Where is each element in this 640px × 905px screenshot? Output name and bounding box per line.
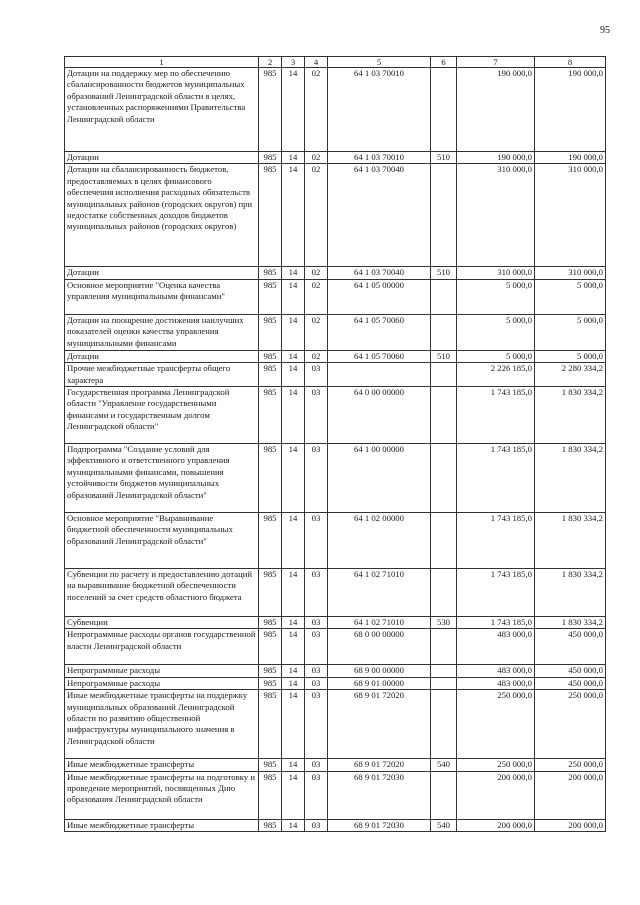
amount-year2: 5 000,0 — [535, 314, 606, 350]
target-article-code: 64 1 03 70040 — [328, 267, 431, 279]
row-name: Дотации на поддержку мер по обеспечению сбалансированности бюджетов муниципальных образований Ленинградской области в целях, установленных распоряжениями Правительства Ленинградской области — [65, 68, 259, 152]
expense-type-code: 510 — [431, 152, 457, 164]
expense-type-code — [431, 314, 457, 350]
ministry-code: 985 — [259, 152, 282, 164]
ministry-code: 985 — [259, 279, 282, 314]
table-body — [65, 68, 606, 832]
section-code: 14 — [282, 444, 305, 513]
section-code: 14 — [282, 164, 305, 267]
target-article-code: 68 9 01 72030 — [328, 771, 431, 819]
amount-year1: 250 000,0 — [457, 690, 535, 759]
expense-type-code — [431, 513, 457, 569]
amount-year2: 1 830 334,2 — [535, 569, 606, 617]
subsection-code: 03 — [305, 759, 328, 771]
ministry-code: 985 — [259, 513, 282, 569]
amount-year1: 190 000,0 — [457, 68, 535, 152]
amount-year2: 450 000,0 — [535, 665, 606, 677]
section-code: 14 — [282, 267, 305, 279]
section-code: 14 — [282, 363, 305, 387]
subsection-code: 02 — [305, 279, 328, 314]
section-code: 14 — [282, 152, 305, 164]
amount-year2: 5 000,0 — [535, 350, 606, 362]
table-row — [65, 759, 606, 771]
ministry-code: 985 — [259, 629, 282, 665]
amount-year1: 483 000,0 — [457, 629, 535, 665]
amount-year2: 1 830 334,2 — [535, 617, 606, 629]
amount-year1: 5 000,0 — [457, 314, 535, 350]
budget-table — [64, 56, 606, 832]
amount-year2: 310 000,0 — [535, 267, 606, 279]
ministry-code: 985 — [259, 617, 282, 629]
table-row — [65, 279, 606, 314]
section-code: 14 — [282, 569, 305, 617]
subsection-code: 02 — [305, 267, 328, 279]
amount-year2: 250 000,0 — [535, 690, 606, 759]
subsection-code: 03 — [305, 771, 328, 819]
amount-year2: 190 000,0 — [535, 68, 606, 152]
expense-type-code — [431, 387, 457, 444]
target-article-code: 68 9 01 72030 — [328, 819, 431, 831]
subsection-code: 03 — [305, 665, 328, 677]
table-row — [65, 314, 606, 350]
amount-year1: 200 000,0 — [457, 819, 535, 831]
subsection-code: 03 — [305, 444, 328, 513]
ministry-code: 985 — [259, 314, 282, 350]
subsection-code: 03 — [305, 629, 328, 665]
amount-year1: 250 000,0 — [457, 759, 535, 771]
section-code: 14 — [282, 68, 305, 152]
section-code: 14 — [282, 690, 305, 759]
amount-year1: 310 000,0 — [457, 164, 535, 267]
table-row — [65, 513, 606, 569]
section-code: 14 — [282, 350, 305, 362]
target-article-code: 64 1 05 00000 — [328, 279, 431, 314]
amount-year1: 200 000,0 — [457, 771, 535, 819]
subsection-code: 03 — [305, 677, 328, 689]
amount-year2: 310 000,0 — [535, 164, 606, 267]
target-article-code — [328, 363, 431, 387]
expense-type-code: 530 — [431, 617, 457, 629]
column-header: 5 — [328, 57, 431, 68]
target-article-code: 68 9 01 72020 — [328, 690, 431, 759]
ministry-code: 985 — [259, 771, 282, 819]
row-name: Иные межбюджетные трансферты — [65, 819, 259, 831]
amount-year2: 450 000,0 — [535, 677, 606, 689]
target-article-code: 64 1 05 70060 — [328, 314, 431, 350]
ministry-code: 985 — [259, 350, 282, 362]
expense-type-code — [431, 569, 457, 617]
column-header: 4 — [305, 57, 328, 68]
table-row — [65, 152, 606, 164]
row-name: Основное мероприятие "Оценка качества управления муниципальными финансами" — [65, 279, 259, 314]
section-code: 14 — [282, 617, 305, 629]
amount-year2: 1 830 334,2 — [535, 387, 606, 444]
amount-year1: 483 000,0 — [457, 677, 535, 689]
row-name: Дотации на поощрение достижения наилучших показателей оценки качества управления муниципальными финансами — [65, 314, 259, 350]
section-code: 14 — [282, 759, 305, 771]
row-name: Дотации — [65, 350, 259, 362]
subsection-code: 03 — [305, 819, 328, 831]
target-article-code: 64 1 00 00000 — [328, 444, 431, 513]
target-article-code: 68 9 01 72020 — [328, 759, 431, 771]
row-name: Дотации на сбалансированность бюджетов, предоставляемых в целях финансового обеспечения исполнения расходных обязательств муниципальных районов (городских округов) при недостатке собственных доходов бюджетов муниципальных районов (городских округов) — [65, 164, 259, 267]
amount-year1: 1 743 185,0 — [457, 513, 535, 569]
subsection-code: 03 — [305, 617, 328, 629]
amount-year2: 1 830 334,2 — [535, 513, 606, 569]
ministry-code: 985 — [259, 68, 282, 152]
column-header: 7 — [457, 57, 535, 68]
expense-type-code: 510 — [431, 267, 457, 279]
amount-year1: 2 226 185,0 — [457, 363, 535, 387]
amount-year2: 2 280 334,2 — [535, 363, 606, 387]
target-article-code: 64 1 02 00000 — [328, 513, 431, 569]
expense-type-code — [431, 68, 457, 152]
table-row — [65, 363, 606, 387]
section-code: 14 — [282, 314, 305, 350]
target-article-code: 68 0 00 00000 — [328, 629, 431, 665]
amount-year2: 250 000,0 — [535, 759, 606, 771]
section-code: 14 — [282, 513, 305, 569]
subsection-code: 03 — [305, 387, 328, 444]
row-name: Непрограммные расходы органов государственной власти Ленинградской области — [65, 629, 259, 665]
target-article-code: 64 1 03 70040 — [328, 164, 431, 267]
expense-type-code: 540 — [431, 819, 457, 831]
subsection-code: 02 — [305, 152, 328, 164]
amount-year2: 5 000,0 — [535, 279, 606, 314]
amount-year1: 483 000,0 — [457, 665, 535, 677]
ministry-code: 985 — [259, 690, 282, 759]
section-code: 14 — [282, 387, 305, 444]
subsection-code: 02 — [305, 350, 328, 362]
table-row — [65, 569, 606, 617]
target-article-code: 68 9 00 00000 — [328, 665, 431, 677]
section-code: 14 — [282, 677, 305, 689]
amount-year1: 5 000,0 — [457, 350, 535, 362]
expense-type-code — [431, 279, 457, 314]
section-code: 14 — [282, 629, 305, 665]
amount-year2: 190 000,0 — [535, 152, 606, 164]
section-code: 14 — [282, 771, 305, 819]
row-name: Иные межбюджетные трансферты — [65, 759, 259, 771]
amount-year2: 200 000,0 — [535, 771, 606, 819]
column-header: 3 — [282, 57, 305, 68]
target-article-code: 64 1 03 70010 — [328, 152, 431, 164]
amount-year1: 1 743 185,0 — [457, 387, 535, 444]
column-header: 2 — [259, 57, 282, 68]
row-name: Непрограммные расходы — [65, 665, 259, 677]
ministry-code: 985 — [259, 665, 282, 677]
table-row — [65, 444, 606, 513]
subsection-code: 02 — [305, 314, 328, 350]
table-header — [65, 57, 606, 68]
ministry-code: 985 — [259, 569, 282, 617]
expense-type-code — [431, 164, 457, 267]
row-name: Прочие межбюджетные трансферты общего характера — [65, 363, 259, 387]
row-name: Непрограммные расходы — [65, 677, 259, 689]
expense-type-code: 510 — [431, 350, 457, 362]
table-row — [65, 267, 606, 279]
row-name: Субвенции — [65, 617, 259, 629]
table-row — [65, 819, 606, 831]
expense-type-code: 540 — [431, 759, 457, 771]
row-name: Дотации — [65, 267, 259, 279]
expense-type-code — [431, 363, 457, 387]
ministry-code: 985 — [259, 267, 282, 279]
subsection-code: 03 — [305, 363, 328, 387]
section-code: 14 — [282, 279, 305, 314]
table-row — [65, 68, 606, 152]
ministry-code: 985 — [259, 759, 282, 771]
page-number: 95 — [600, 25, 610, 36]
subsection-code: 02 — [305, 164, 328, 267]
target-article-code: 64 1 05 70060 — [328, 350, 431, 362]
table-row — [65, 617, 606, 629]
amount-year2: 200 000,0 — [535, 819, 606, 831]
ministry-code: 985 — [259, 444, 282, 513]
table-row — [65, 665, 606, 677]
column-header: 1 — [65, 57, 259, 68]
row-name: Основное мероприятие "Выравнивание бюджетной обеспеченности муниципальных образований Ленинградской области" — [65, 513, 259, 569]
subsection-code: 02 — [305, 68, 328, 152]
row-name: Дотации — [65, 152, 259, 164]
table-row — [65, 164, 606, 267]
header-row — [65, 57, 606, 68]
amount-year2: 450 000,0 — [535, 629, 606, 665]
ministry-code: 985 — [259, 819, 282, 831]
ministry-code: 985 — [259, 363, 282, 387]
expense-type-code — [431, 665, 457, 677]
amount-year1: 310 000,0 — [457, 267, 535, 279]
expense-type-code — [431, 771, 457, 819]
table-row — [65, 677, 606, 689]
table-row — [65, 387, 606, 444]
target-article-code: 68 9 01 00000 — [328, 677, 431, 689]
expense-type-code — [431, 690, 457, 759]
target-article-code: 64 1 02 71010 — [328, 617, 431, 629]
target-article-code: 64 1 02 71010 — [328, 569, 431, 617]
row-name: Подпрограмма "Создание условий для эффективного и ответственного управления муниципальными финансами, повышения устойчивости бюджетов муниципальных образований Ленинградской области" — [65, 444, 259, 513]
amount-year1: 1 743 185,0 — [457, 617, 535, 629]
table-row — [65, 629, 606, 665]
table-row — [65, 771, 606, 819]
section-code: 14 — [282, 819, 305, 831]
row-name: Иные межбюджетные трансферты на поддержку муниципальных образований Ленинградской области по развитию общественной инфраструктуры муниципального значения в Ленинградской области — [65, 690, 259, 759]
amount-year1: 5 000,0 — [457, 279, 535, 314]
amount-year1: 1 743 185,0 — [457, 569, 535, 617]
table-row — [65, 690, 606, 759]
amount-year2: 1 830 334,2 — [535, 444, 606, 513]
table-row — [65, 350, 606, 362]
row-name: Иные межбюджетные трансферты на подготовку и проведение мероприятий, посвященных Дню образования Ленинградской области — [65, 771, 259, 819]
expense-type-code — [431, 677, 457, 689]
subsection-code: 03 — [305, 690, 328, 759]
column-header: 6 — [431, 57, 457, 68]
expense-type-code — [431, 444, 457, 513]
amount-year1: 190 000,0 — [457, 152, 535, 164]
ministry-code: 985 — [259, 387, 282, 444]
subsection-code: 03 — [305, 569, 328, 617]
target-article-code: 64 1 03 70010 — [328, 68, 431, 152]
row-name: Государственная программа Ленинградской области "Управление государственными финансами и государственным долгом Ленинградской области" — [65, 387, 259, 444]
section-code: 14 — [282, 665, 305, 677]
column-header: 8 — [535, 57, 606, 68]
expense-type-code — [431, 629, 457, 665]
subsection-code: 03 — [305, 513, 328, 569]
ministry-code: 985 — [259, 164, 282, 267]
ministry-code: 985 — [259, 677, 282, 689]
target-article-code: 64 0 00 00000 — [328, 387, 431, 444]
amount-year1: 1 743 185,0 — [457, 444, 535, 513]
row-name: Субвенции по расчету и предоставлению дотаций на выравнивание бюджетной обеспеченности поселений за счет средств областного бюджета — [65, 569, 259, 617]
